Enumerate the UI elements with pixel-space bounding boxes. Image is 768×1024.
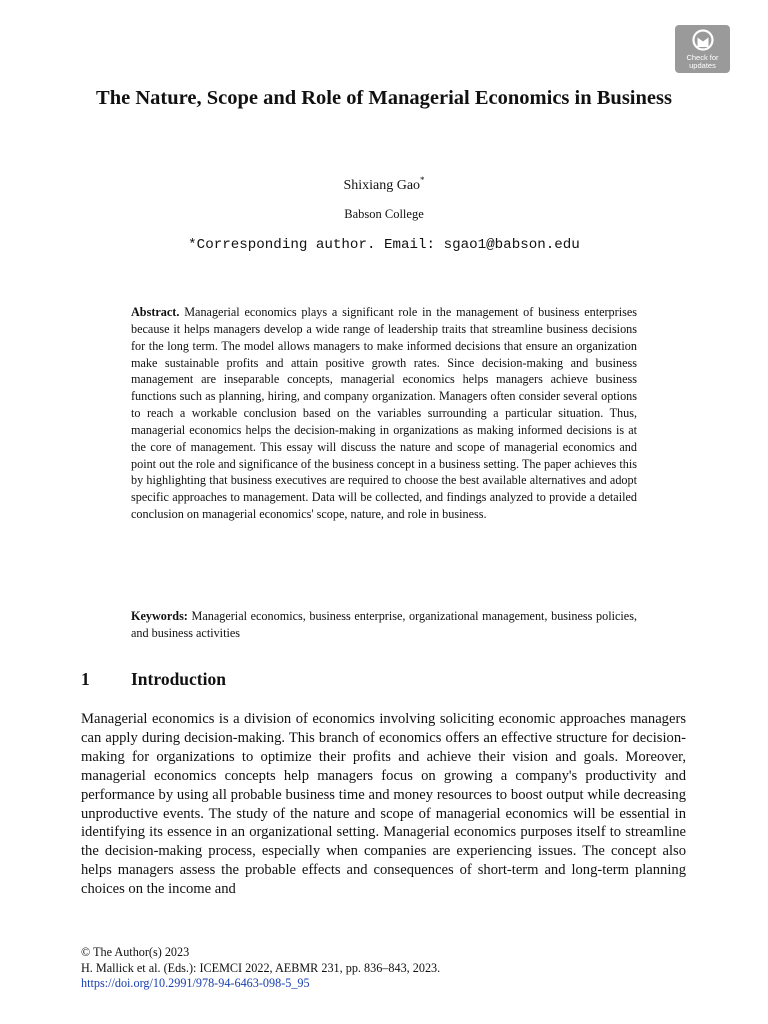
abstract-label: Abstract. — [131, 305, 180, 319]
check-for-updates-icon — [690, 29, 716, 53]
citation-line: H. Mallick et al. (Eds.): ICEMCI 2022, AEBMR 231, pp. 836–843, 2023. — [81, 960, 441, 975]
abstract — [131, 304, 637, 523]
paper-title: The Nature, Scope and Role of Managerial Economics in Business — [96, 87, 672, 109]
doi-link[interactable]: https://doi.org/10.2991/978-94-6463-098-5_95 — [81, 976, 310, 990]
keywords-text: Managerial economics, business enterprise, organizational management, business policies, and business activities — [131, 609, 637, 640]
badge-label: Check for updates — [686, 53, 719, 70]
keywords-label: Keywords: — [131, 609, 188, 623]
author-name: Shixiang Gao — [343, 178, 421, 193]
author-line — [0, 175, 768, 194]
introduction-paragraph: Managerial economics is a division of economics involving soliciting economic approaches managers can apply during decision-making. This branch of economics offers an effective structure for decision-making for organizations to optimize their profits and achieve their vision and goals. Moreover, managerial economics concepts help managers focus on growing a company's productivity and performance by using all probable business time and money resources to boost output while decreasing unproductive events. The study of the nature and scope of managerial economics will be essential in identifying its essence in an organizational setting. Managerial economics purposes itself to streamline the decision-making process, especially when companies are experiencing issues. The concept also helps managers assess the probable effects and consequences of short-term and long-term planning choices on the income and — [81, 711, 686, 898]
corresponding-author-email: *Corresponding author. Email: sgao1@babson.edu — [188, 237, 580, 253]
section-title: Introduction — [131, 669, 226, 689]
author-mark: * — [420, 175, 425, 185]
affiliation: Babson College — [344, 207, 424, 221]
keywords — [131, 608, 637, 642]
footer — [81, 945, 440, 992]
copyright-line: © The Author(s) 2023 — [81, 945, 190, 959]
section-number: 1 — [81, 669, 90, 689]
abstract-text: Managerial economics plays a significant role in the management of business enterprises because it helps managers develop a wide range of leadership traits that streamline business decisions for the long term. The model allows managers to make informed decisions that ensure an organization make sustainable profits and attain positive growth rates. Since decision-making and business management are inseparable concepts, managerial economics helps managers achieve business functions such as planning, hiring, and company organization. Managers often consider several options to reach a workable conclusion based on the variables surrounding a particular situation. Thus, managerial economics helps the decision-making in organizations as making informed decisions is at the core of management. This essay will discuss the nature and scope of managerial economics and point out the role and significance of the business concept in a business setting. The paper achieves this by highlighting that business executives are required to choose the best available alternatives and adopt specific approaches to management. Data will be collected, and findings analyzed to provide a detailed conclusion on managerial economics' scope, nature, and role in business. — [131, 305, 637, 522]
check-for-updates-badge[interactable] — [675, 25, 730, 73]
